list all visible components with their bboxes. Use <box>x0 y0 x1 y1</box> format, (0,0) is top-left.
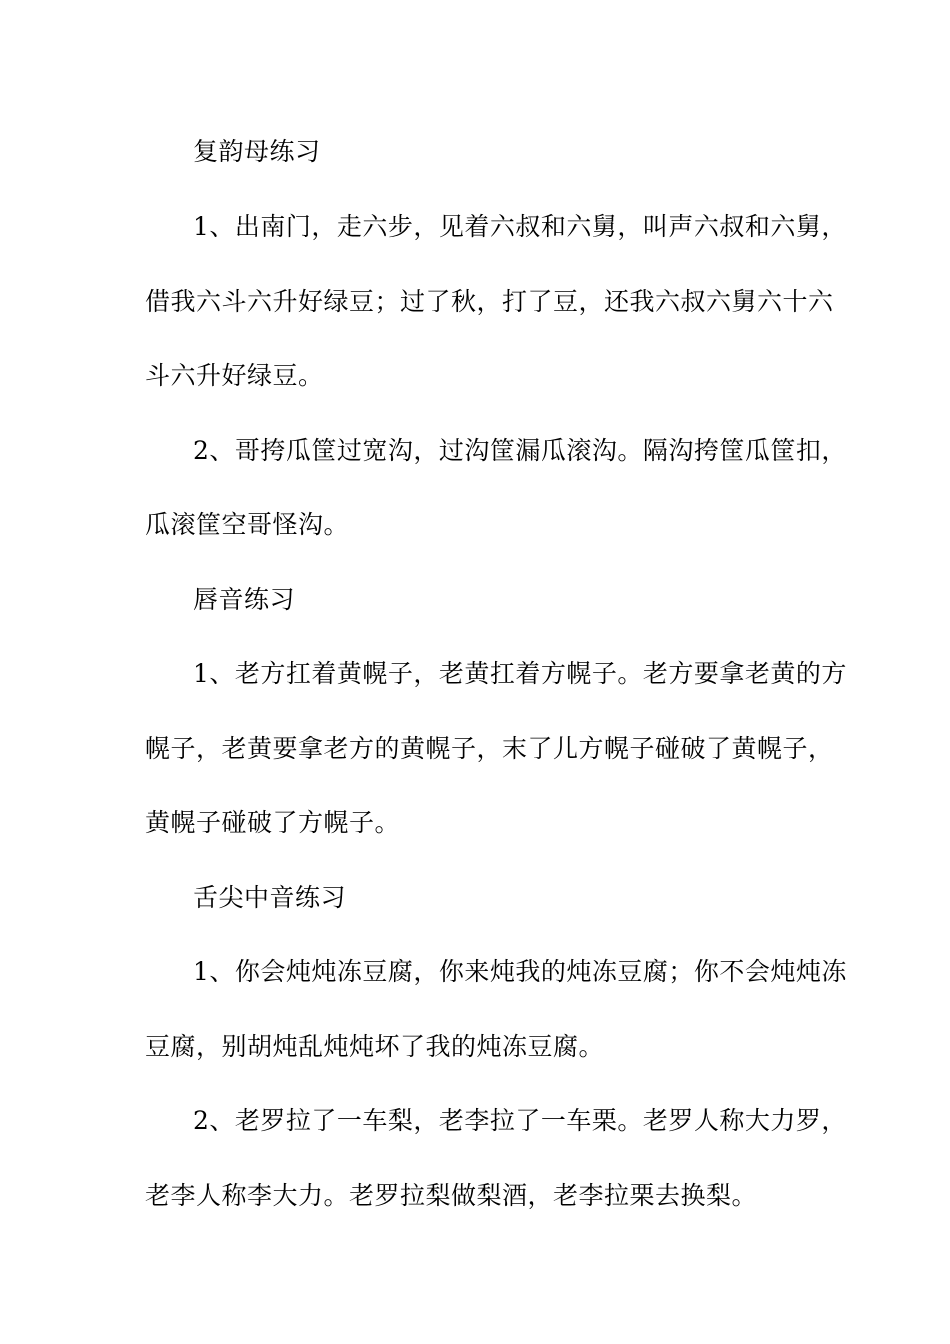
section-heading: 舌尖中音练习 <box>193 883 347 912</box>
paragraph-line: 黄幌子碰破了方幌子。 <box>145 808 401 837</box>
paragraph-line: 2、老罗拉了一车梨，老李拉了一车栗。老罗人称大力罗， <box>193 1106 847 1135</box>
paragraph-line: 1、出南门，走六步，见着六叔和六舅，叫声六叔和六舅， <box>193 212 847 241</box>
paragraph-line: 幌子，老黄要拿老方的黄幌子，末了儿方幌子碰破了黄幌子， <box>145 734 834 763</box>
paragraph-line: 瓜滚筐空哥怪沟。 <box>145 510 350 539</box>
paragraph-line: 1、你会炖炖冻豆腐，你来炖我的炖冻豆腐；你不会炖炖冻 <box>193 957 847 986</box>
paragraph-line: 老李人称李大力。老罗拉梨做梨酒，老李拉栗去换梨。 <box>145 1181 758 1210</box>
paragraph-line: 2、哥挎瓜筐过宽沟，过沟筐漏瓜滚沟。隔沟挎筐瓜筐扣， <box>193 436 847 465</box>
paragraph-line: 斗六升好绿豆。 <box>145 361 324 390</box>
paragraph-line: 借我六斗六升好绿豆；过了秋，打了豆，还我六叔六舅六十六 <box>145 287 834 316</box>
paragraph-line: 豆腐，别胡炖乱炖炖坏了我的炖冻豆腐。 <box>145 1032 605 1061</box>
paragraph-line: 1、老方扛着黄幌子，老黄扛着方幌子。老方要拿老黄的方 <box>193 659 847 688</box>
section-heading: 复韵母练习 <box>193 137 321 166</box>
section-heading: 唇音练习 <box>193 585 296 614</box>
